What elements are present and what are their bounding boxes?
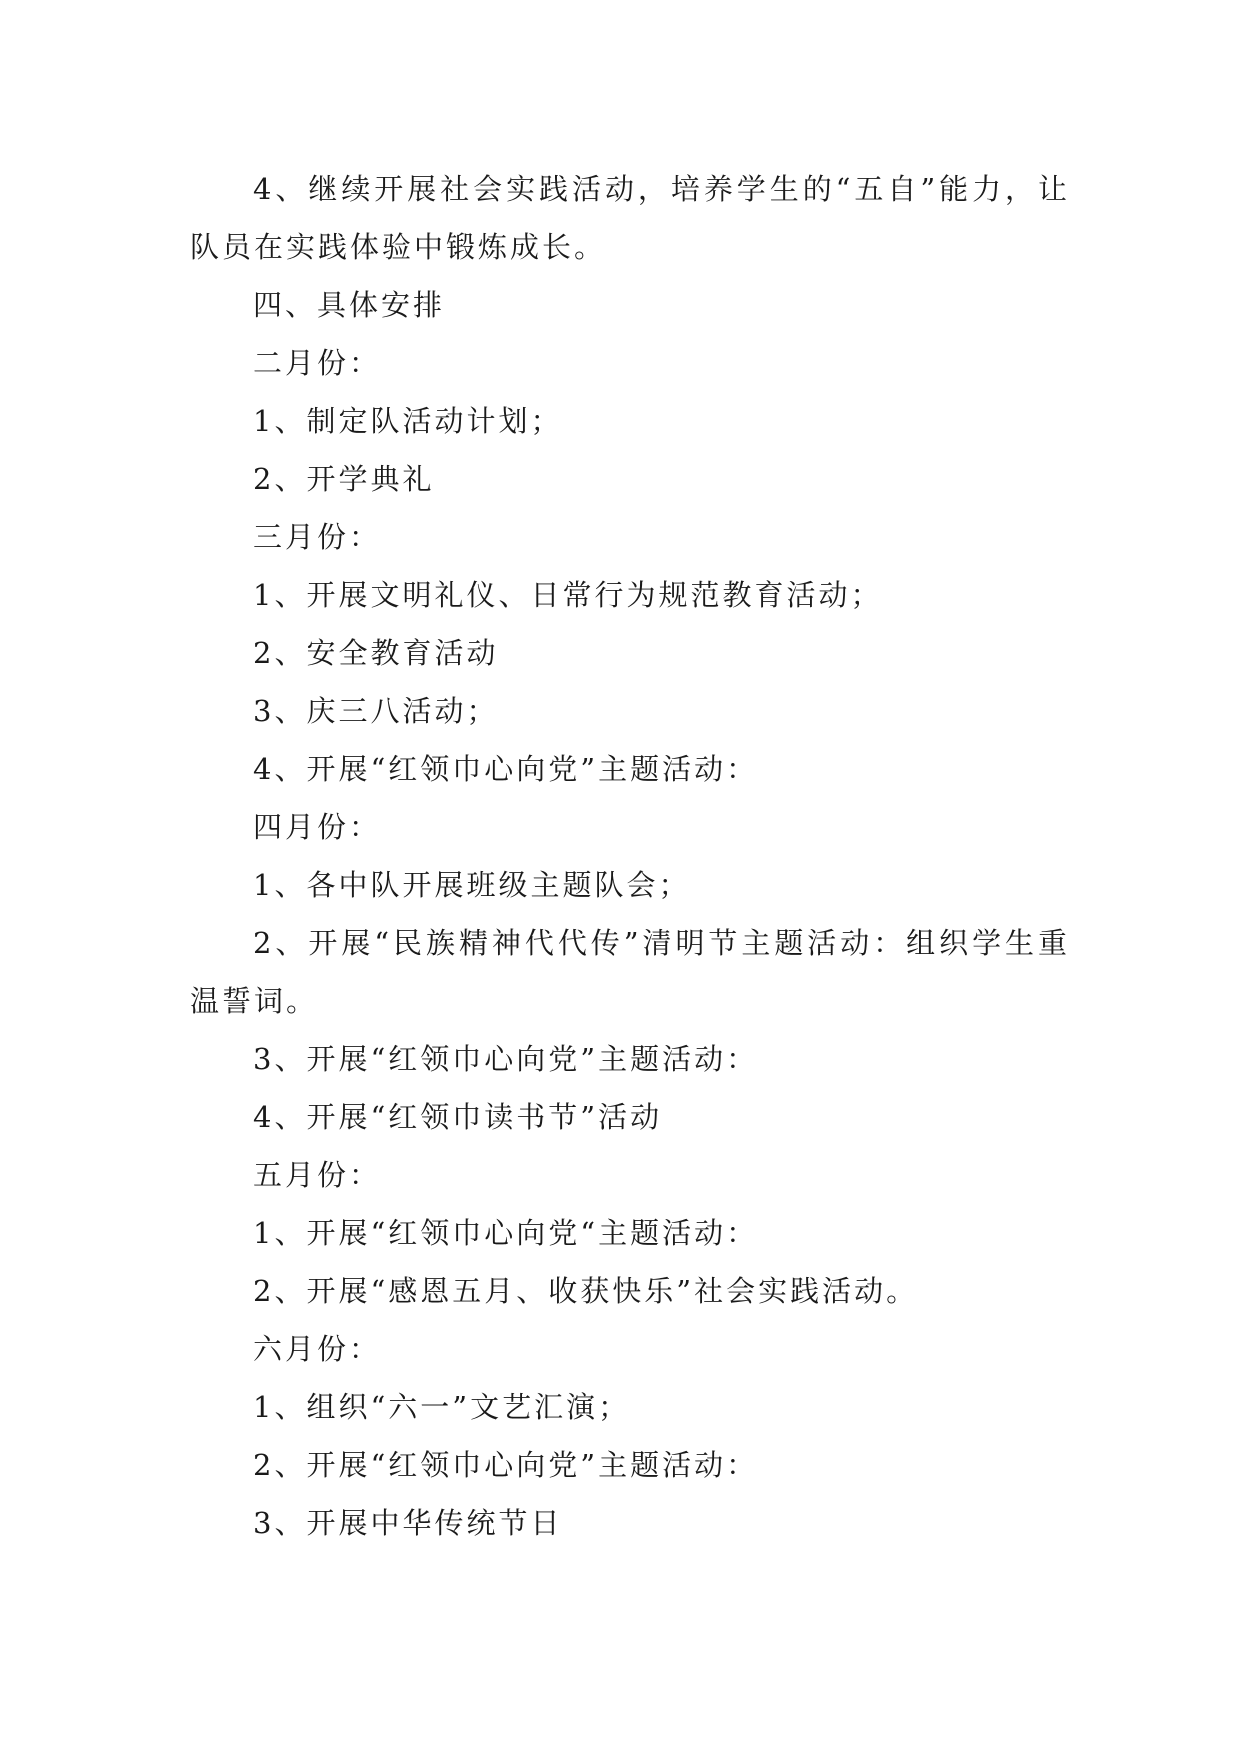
list-item: 2、开学典礼 bbox=[253, 462, 435, 496]
list-item: 1、各中队开展班级主题队会； bbox=[253, 868, 691, 902]
list-item: 2、开展“感恩五月、收获快乐”社会实践活动。 bbox=[253, 1274, 919, 1308]
list-item: 3、开展中华传统节日 bbox=[253, 1506, 563, 1540]
month-heading-may: 五月份： bbox=[253, 1158, 382, 1192]
list-item: 1、开展“红领巾心向党“主题活动： bbox=[253, 1216, 759, 1250]
document-body bbox=[190, 160, 1070, 1552]
list-item: 2、开展“民族精神代代传”清明节主题活动：组织学生重温誓词。 bbox=[190, 926, 1070, 1018]
section-heading-schedule: 四、具体安排 bbox=[253, 288, 446, 322]
list-item: 2、开展“红领巾心向党”主题活动： bbox=[253, 1448, 759, 1482]
month-heading-june: 六月份： bbox=[253, 1332, 382, 1366]
month-heading-february: 二月份： bbox=[253, 346, 382, 380]
list-item: 2、安全教育活动 bbox=[253, 636, 499, 670]
month-heading-march: 三月份： bbox=[253, 520, 382, 554]
list-item: 1、制定队活动计划； bbox=[253, 404, 563, 438]
list-item: 3、开展“红领巾心向党”主题活动： bbox=[253, 1042, 759, 1076]
list-item: 1、组织“六一”文艺汇演； bbox=[253, 1390, 631, 1424]
list-item: 4、开展“红领巾心向党”主题活动： bbox=[253, 752, 759, 786]
list-item: 4、开展“红领巾读书节”活动 bbox=[253, 1100, 663, 1134]
list-item: 3、庆三八活动； bbox=[253, 694, 499, 728]
month-heading-april: 四月份： bbox=[253, 810, 382, 844]
list-item: 1、开展文明礼仪、日常行为规范教育活动； bbox=[253, 578, 883, 612]
paragraph-social-practice: 4、继续开展社会实践活动，培养学生的“五自”能力，让队员在实践体验中锻炼成长。 bbox=[190, 172, 1070, 264]
